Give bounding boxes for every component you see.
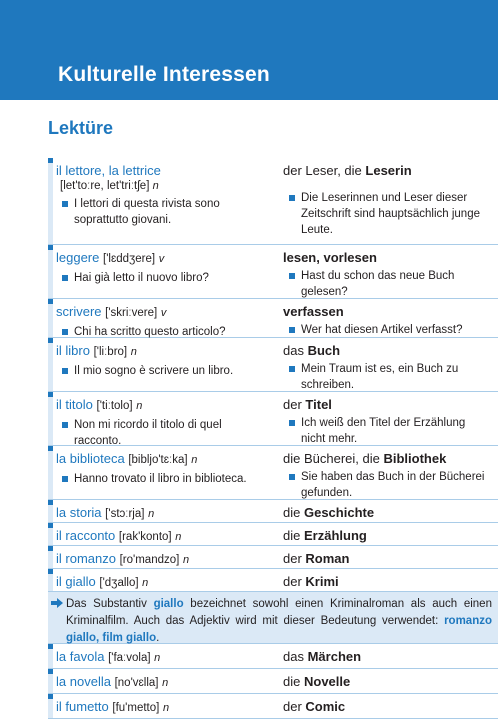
square-bullet-icon [62, 201, 68, 207]
square-bullet-icon [62, 476, 68, 482]
italian-headword: la biblioteca [bibljo'tɛːka] n [56, 451, 198, 466]
italian-headword: il titolo ['tiːtolo] n [56, 397, 143, 412]
italian-headword: il lettore, la lettrice [56, 163, 161, 178]
section-title: Lektüre [48, 118, 114, 138]
german-headword: der Roman [283, 551, 350, 566]
german-headword: die Novelle [283, 674, 351, 689]
german-example: Die Leserinnen und Leser dieser Zeitschrift sind hauptsächlich junge Leute. [283, 190, 492, 238]
italian-column [48, 644, 275, 668]
italian-example: Chi ha scritto questo articolo? [56, 324, 269, 340]
vocab-row [48, 446, 498, 500]
vocab-row [48, 669, 498, 694]
square-bullet-icon [62, 275, 68, 281]
german-column [275, 446, 498, 499]
italian-column [48, 669, 275, 693]
german-column [275, 644, 498, 668]
italian-headword: la storia ['stɔːrja] n [56, 505, 155, 520]
german-column [275, 338, 498, 391]
vocab-row [48, 644, 498, 669]
italian-headword: il giallo ['dʒallo] n [56, 574, 149, 589]
german-headword: lesen, vorlesen [283, 250, 377, 265]
vocab-row [48, 694, 498, 719]
german-column [275, 546, 498, 568]
german-column [275, 569, 498, 591]
pronunciation: [let'toːre, let'triːtʃe] n [60, 180, 159, 192]
square-bullet-icon [289, 366, 295, 372]
vocab-row [48, 158, 498, 245]
italian-headword: scrivere ['skriːvere] v [56, 304, 167, 319]
italian-headword: il romanzo [ro'mandzo] n [56, 551, 190, 566]
italian-column [48, 694, 275, 718]
german-headword: die Bücherei, die Bibliothek [283, 451, 447, 466]
german-example: Wer hat diesen Artikel verfasst? [283, 322, 492, 338]
italian-column [48, 523, 275, 545]
square-bullet-icon [289, 474, 295, 480]
german-headword: der Leser, die Leserin [283, 163, 412, 178]
vocab-row [48, 299, 498, 338]
german-example: Mein Traum ist es, ein Buch zu schreiben. [283, 361, 492, 393]
vocabulary-table [48, 158, 498, 719]
italian-example: I lettori di questa rivista sono soprattutto giovani. [56, 196, 269, 228]
german-headword: das Buch [283, 343, 341, 358]
german-column [275, 500, 498, 522]
german-example: Hast du schon das neue Buch gelesen? [283, 268, 492, 300]
german-headword: der Comic [283, 699, 346, 714]
german-column [275, 392, 498, 445]
german-headword: der Titel [283, 397, 332, 412]
usage-note: Das Substantiv giallo bezeichnet sowohl einen Kriminalroman als auch einen Kriminalfilm. Auch das Adjektiv wird mit dieser Bedeutung verwendet: romanzo giallo, film giallo. [48, 592, 498, 644]
italian-headword: il fumetto [fu'metto] n [56, 699, 170, 714]
square-bullet-icon [289, 420, 295, 426]
german-headword: die Geschichte [283, 505, 375, 520]
italian-example: Non mi ricordo il titolo di quel racconto. [56, 417, 269, 449]
german-column [275, 299, 498, 337]
italian-example: Hai già letto il nuovo libro? [56, 270, 269, 286]
vocab-row [48, 500, 498, 523]
italian-column [48, 500, 275, 522]
vocab-row [48, 245, 498, 299]
german-column [275, 669, 498, 693]
arrow-right-icon [51, 597, 63, 609]
square-bullet-icon [62, 422, 68, 428]
italian-example: Il mio sogno è scrivere un libro. [56, 363, 269, 379]
vocab-row [48, 338, 498, 392]
german-column [275, 245, 498, 298]
italian-column [48, 338, 275, 391]
italian-column [48, 546, 275, 568]
italian-column [48, 392, 275, 445]
italian-column [48, 158, 275, 244]
german-headword: das Märchen [283, 649, 362, 664]
square-bullet-icon [62, 368, 68, 374]
italian-column [48, 245, 275, 298]
square-bullet-icon [62, 329, 68, 335]
italian-example: Hanno trovato il libro in biblioteca. [56, 471, 269, 487]
german-column [275, 523, 498, 545]
italian-headword: leggere ['lɛddʒere] v [56, 250, 165, 265]
italian-headword: la favola ['faːvola] n [56, 649, 161, 664]
german-column [275, 158, 498, 244]
square-bullet-icon [289, 273, 295, 279]
vocab-row [48, 546, 498, 569]
chapter-title: Kulturelle Interessen [58, 63, 270, 86]
italian-column [48, 569, 275, 591]
german-headword: verfassen [283, 304, 344, 319]
german-column [275, 694, 498, 718]
chapter-header [0, 0, 498, 100]
square-bullet-icon [289, 327, 295, 333]
italian-column [48, 446, 275, 499]
german-example: Sie haben das Buch in der Bücherei gefunden. [283, 469, 492, 501]
german-headword: der Krimi [283, 574, 339, 589]
italian-headword: il racconto [rak'konto] n [56, 528, 182, 543]
vocab-row [48, 392, 498, 446]
italian-headword: il libro ['liːbro] n [56, 343, 137, 358]
italian-column [48, 299, 275, 337]
vocab-row [48, 569, 498, 592]
vocab-row [48, 523, 498, 546]
italian-headword: la novella [no'vɛlla] n [56, 674, 169, 689]
square-bullet-icon [289, 195, 295, 201]
german-headword: die Erzählung [283, 528, 367, 543]
german-example: Ich weiß den Titel der Erzählung nicht mehr. [283, 415, 492, 447]
